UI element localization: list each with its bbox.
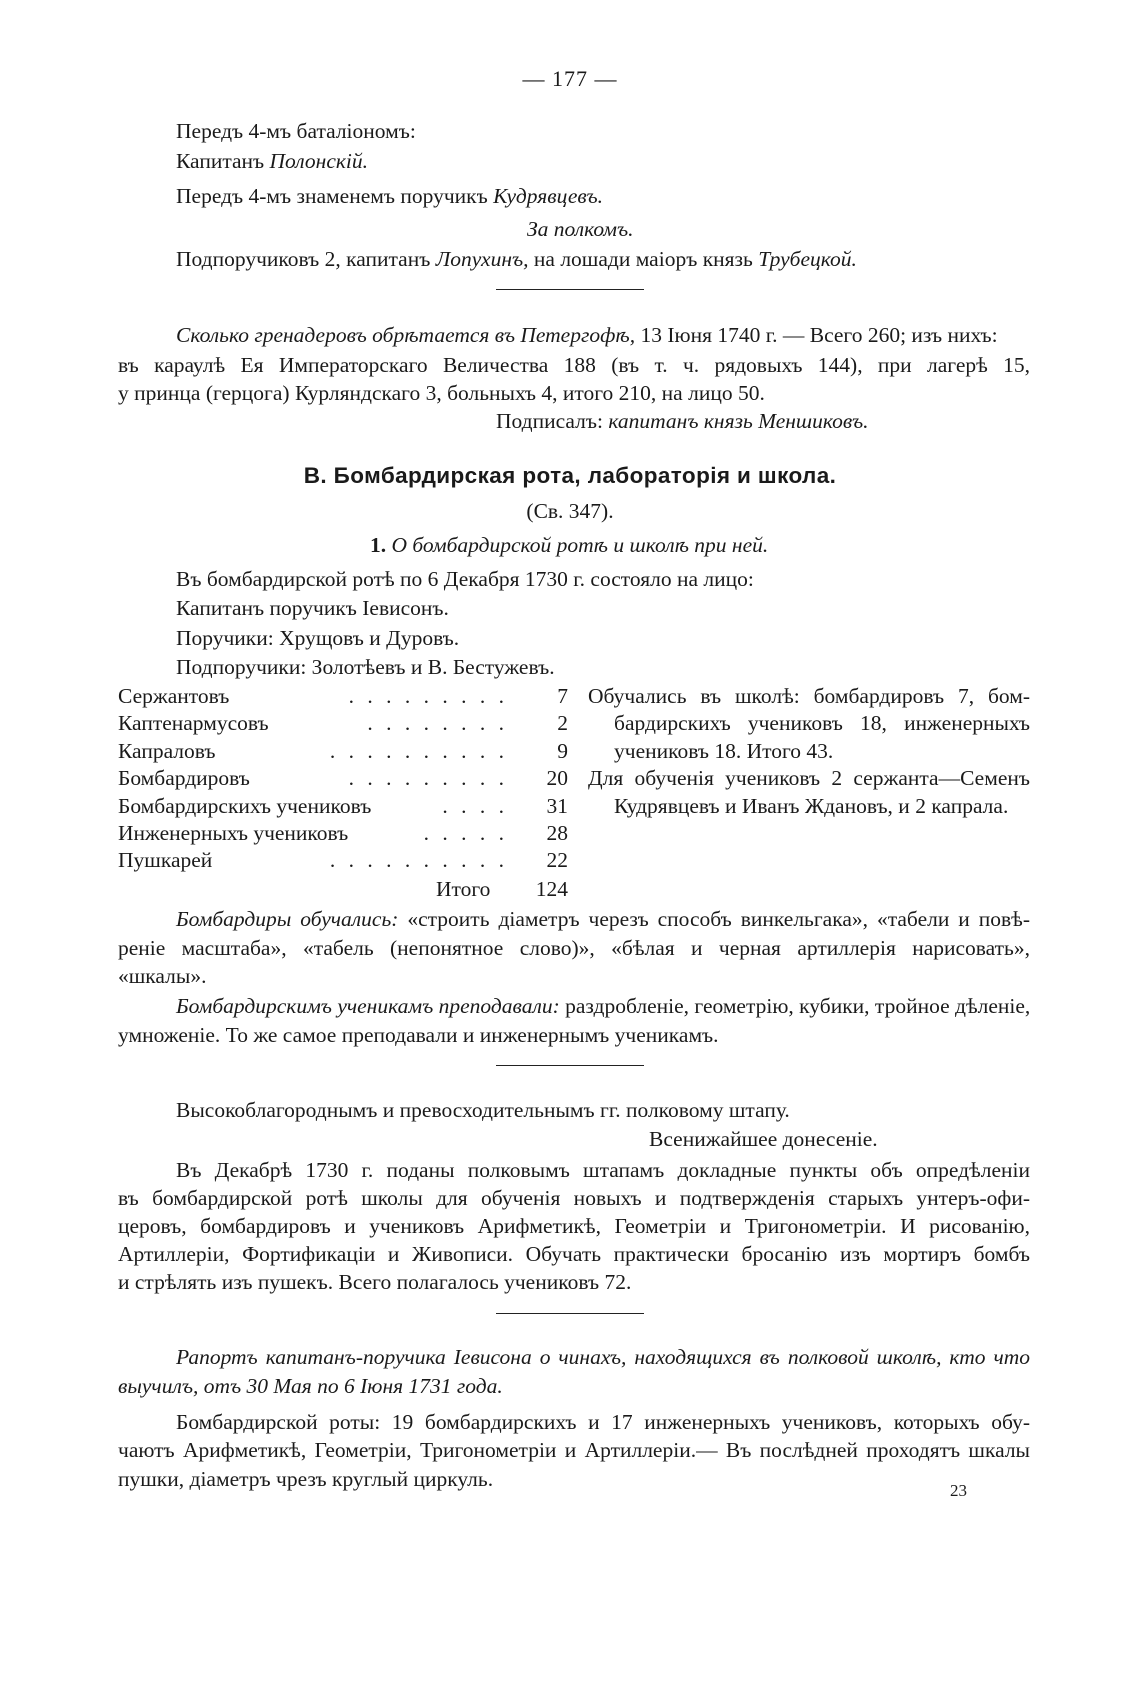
roster-row: Пушкарей . . . . . . . . . . 22 — [118, 848, 568, 872]
name-kudryavtsev: Кудрявцевъ. — [493, 184, 604, 208]
name-polonsky: Полонскій. — [269, 149, 369, 173]
line-sublieutenants: Подпоручиковъ 2, капитанъ Лопухинъ, на лошади маіоръ князь Трубецкой. — [176, 247, 857, 271]
heading-za-polkom: За полкомъ. — [527, 217, 634, 241]
para-lieutenants: Поручики: Хрущовъ и Дуровъ. — [176, 626, 460, 650]
section-title: В. Бомбардирская рота, лабораторія и школа. — [303, 463, 837, 488]
rapport-line-2: чаютъ Арифметикѣ, Геометріи, Тригонометріи и Артиллеріи.— Въ послѣдней проходятъ шкалы — [118, 1438, 1030, 1462]
report-line-5: и стрѣлять изъ пушекъ. Всего полагалось учениковъ 72. — [118, 1270, 632, 1294]
signature-mark: 23 — [950, 1481, 967, 1500]
training-line-5: умноженіе. То же самое преподавали и инженернымъ ученикамъ. — [118, 1023, 719, 1047]
training-line-3: «шкалы». — [118, 964, 207, 988]
report-line-4: Артиллеріи, Фортификаціи и Живописи. Обучать практически бросанію изъ мортиръ бомбъ — [118, 1242, 1030, 1266]
para-company-1730: Въ бомбардирской ротѣ по 6 Декабря 1730 г. состояло на лицо: — [176, 567, 754, 591]
report-line-2: въ бомбардирской ротѣ школы для обученія новыхъ и подтвержденія старыхъ унтеръ-офи- — [118, 1186, 1030, 1210]
school-line-5: Кудрявцевъ и Иванъ Ждановъ, и 2 капрала. — [614, 794, 1009, 818]
roster-row: Сержантовъ . . . . . . . . . 7 — [118, 684, 568, 708]
school-line-2: бардирскихъ учениковъ 18, инженерныхъ — [614, 711, 1030, 735]
grenadiers-line-3: у принца (герцога) Курляндскаго 3, больныхъ 4, итого 210, на лицо 50. — [118, 381, 765, 405]
report-line-3: церовъ, бомбардировъ и учениковъ Арифметикѣ, Геометріи и Тригонометріи. И рисованію, — [118, 1214, 1030, 1238]
rapport-line-1: Бомбардирской роты: 19 бомбардирскихъ и 17 инженерныхъ учениковъ, которыхъ обу- — [176, 1410, 1030, 1434]
divider-2 — [496, 1065, 644, 1066]
divider-3 — [496, 1313, 644, 1314]
roster-total-row: Итого 124 — [436, 877, 568, 901]
rapport-line-3: пушки, діаметръ чрезъ круглый циркуль. — [118, 1467, 494, 1491]
divider-1 — [496, 289, 644, 290]
rapport-title-1: Рапортъ капитанъ-поручика Іевисона о чинахъ, находящихся въ полковой школѣ, кто что — [176, 1345, 1030, 1369]
roster-row: Каптенармусовъ . . . . . . . . 2 — [118, 711, 568, 735]
rapport-title-2: выучилъ, отъ 30 Мая по 6 Іюня 1731 года. — [118, 1374, 503, 1398]
report-subtitle: Всенижайшее донесеніе. — [649, 1127, 878, 1151]
line-battalion: Передъ 4-мъ баталіономъ: — [176, 119, 416, 143]
subsection-heading: 1. О бомбардирской ротѣ и школѣ при ней. — [370, 533, 769, 557]
roster-row: Бомбардирскихъ учениковъ . . . . 31 — [118, 794, 568, 818]
training-line-4: Бомбардирскимъ ученикамъ преподавали: раздробленіе, геометрію, кубики, тройное дѣленіе, — [176, 994, 1031, 1018]
report-address: Высокоблагороднымъ и превосходительнымъ гг. полковому штапу. — [176, 1098, 790, 1122]
training-line-2: реніе масштаба», «табель (непонятное слово)», «бѣлая и черная артиллерія нарисовать», — [118, 936, 1030, 960]
roster-row: Инженерныхъ учениковъ . . . . . 28 — [118, 821, 568, 845]
para-sublieutenants: Подпоручики: Золотѣевъ и В. Бестужевъ. — [176, 655, 555, 679]
line-banner: Передъ 4-мъ знаменемъ поручикъ Кудрявцевъ. — [176, 184, 604, 208]
school-line-3: учениковъ 18. Итого 43. — [614, 739, 834, 763]
school-line-1: Обучались въ школѣ: бомбардировъ 7, бом- — [588, 684, 1030, 708]
para-captain: Капитанъ поручикъ Іевисонъ. — [176, 596, 449, 620]
school-line-4: Для обученія учениковъ 2 сержанта—Семенъ — [588, 766, 1030, 790]
line-captain-polonsky: Капитанъ Полонскій. — [176, 149, 369, 173]
training-line-1: Бомбардиры обучались: «строить діаметръ черезъ способъ винкельгака», «табели и повѣ- — [176, 907, 1030, 931]
grenadiers-signature: Подписалъ: капитанъ князь Меншиковъ. — [496, 409, 869, 433]
roster-row: Капраловъ . . . . . . . . . . 9 — [118, 739, 568, 763]
page-number: — 177 — — [522, 66, 618, 91]
grenadiers-line-2: въ караулѣ Ея Императорскаго Величества 188 (въ т. ч. рядовыхъ 144), при лагерѣ 15, — [118, 353, 1030, 377]
report-line-1: Въ Декабрѣ 1730 г. поданы полковымъ штапамъ докладные пункты объ опредѣленіи — [176, 1158, 1030, 1182]
roster-row: Бомбардировъ . . . . . . . . . 20 — [118, 766, 568, 790]
section-reference: (Св. 347). — [526, 499, 614, 523]
grenadiers-line-1: Сколько гренадеровъ обрѣтается въ Петергофѣ, 13 Іюня 1740 г. — Всего 260; изъ нихъ: — [176, 323, 998, 347]
